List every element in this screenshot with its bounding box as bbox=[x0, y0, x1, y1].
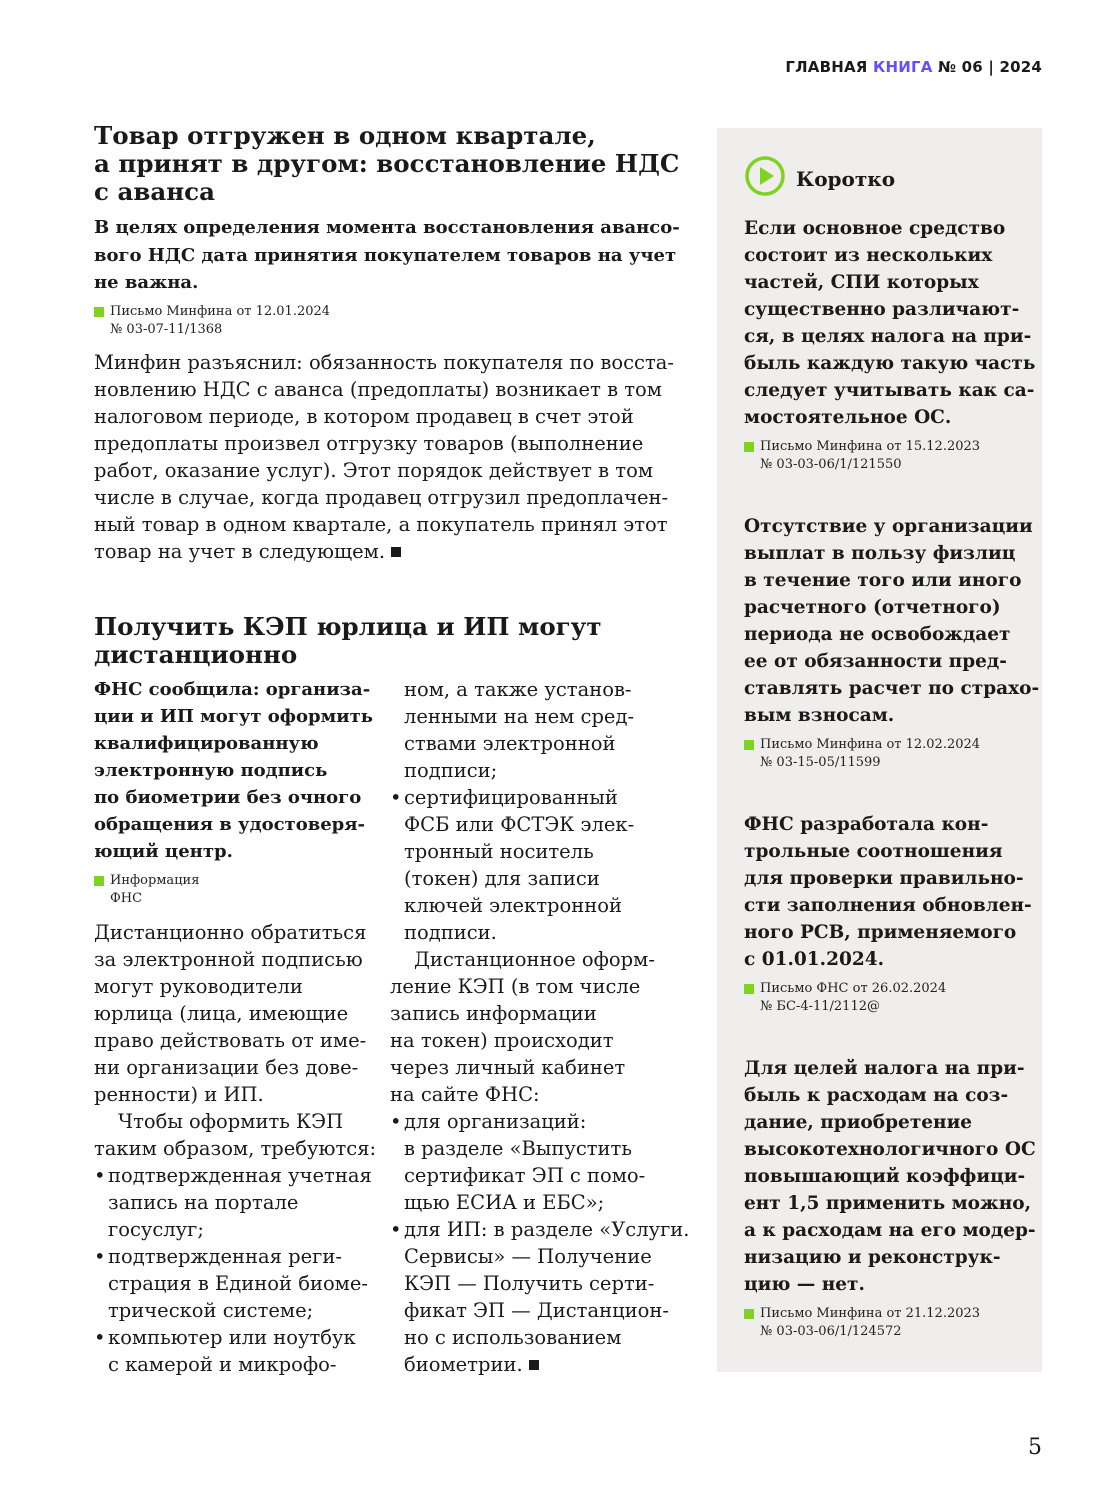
sidebar-item-2-source bbox=[744, 736, 980, 771]
source-marker-icon bbox=[744, 984, 754, 994]
article1-lead bbox=[94, 214, 680, 297]
body-line: • для организаций: bbox=[404, 1110, 587, 1133]
body-line-last bbox=[94, 538, 674, 565]
body-line: трической системе; bbox=[108, 1299, 314, 1322]
article2-lead bbox=[94, 676, 373, 865]
source-line: Письмо Минфина от 15.12.2023 bbox=[760, 439, 981, 454]
body-line: Дистанционное оформ- bbox=[414, 948, 655, 971]
body-line: подписи. bbox=[404, 921, 497, 944]
body-line: щью ЕСИА и ЕБС»; bbox=[404, 1191, 605, 1214]
body-line: ление КЭП (в том числе bbox=[390, 975, 641, 998]
body-line: через личный кабинет bbox=[390, 1056, 626, 1079]
list-item-continuation bbox=[390, 676, 689, 784]
sidebar-line: повышающий коэффици- bbox=[744, 1166, 1026, 1187]
list-item bbox=[390, 784, 689, 946]
issue-number: № 06 | 2024 bbox=[937, 58, 1042, 76]
sidebar-item-4 bbox=[744, 1055, 1036, 1298]
sidebar-line: состоит из нескольких bbox=[744, 245, 993, 266]
sidebar-line: периода не освобождает bbox=[744, 624, 1011, 645]
sidebar-header bbox=[744, 155, 895, 202]
sidebar-line: высокотехнологичного ОС bbox=[744, 1139, 1036, 1160]
brand-name-part2: КНИГА bbox=[873, 58, 933, 76]
sidebar-item-3-source bbox=[744, 980, 946, 1015]
body-line: биометрии. bbox=[404, 1353, 523, 1376]
sidebar-line: Отсутствие у организации bbox=[744, 516, 1033, 537]
sidebar-item-3 bbox=[744, 811, 1032, 973]
body-line: • подтвержденная учетная bbox=[108, 1164, 372, 1187]
body-line: но с использованием bbox=[404, 1326, 622, 1349]
body-line: • сертифицированный bbox=[404, 786, 618, 809]
sidebar-line: быль каждую такую часть bbox=[744, 353, 1036, 374]
article2-source bbox=[94, 872, 199, 907]
sidebar-line: ся, в целях налога на при- bbox=[744, 326, 1032, 347]
body-line: ный товар в одном квартале, а покупатель принял этот bbox=[94, 513, 668, 536]
sidebar-line: существенно различают- bbox=[744, 299, 1020, 320]
body-line: • для ИП: в разделе «Услуги. bbox=[404, 1218, 690, 1241]
body-line: новлению НДС с аванса (предоплаты) возникает в том bbox=[94, 378, 662, 401]
lead-line: В целях определения момента восстановления авансо- bbox=[94, 217, 680, 238]
sidebar-line: Если основное средство bbox=[744, 218, 1006, 239]
article1-title bbox=[94, 122, 679, 206]
body-line: сертификат ЭП с помо- bbox=[404, 1164, 646, 1187]
body-line: ленными на нем сред- bbox=[404, 705, 635, 728]
sidebar-line: Для целей налога на при- bbox=[744, 1058, 1025, 1079]
body-line: Минфин разъяснил: обязанность покупателя по восста- bbox=[94, 351, 674, 374]
body-line: КЭП — Получить серти- bbox=[404, 1272, 655, 1295]
lead-line: ющий центр. bbox=[94, 841, 233, 862]
body-line: Чтобы оформить КЭП bbox=[118, 1110, 344, 1133]
sidebar-line: дание, приобретение bbox=[744, 1112, 973, 1133]
lead-line: электронную подпись bbox=[94, 760, 328, 781]
body-line: страция в Единой биоме- bbox=[108, 1272, 368, 1295]
sidebar-line: ного РСВ, применяемого bbox=[744, 922, 1017, 943]
sidebar-item-1-source bbox=[744, 438, 980, 473]
body-line: ключей электронной bbox=[404, 894, 622, 917]
lead-line: вого НДС дата принятия покупателем товаров на учет bbox=[94, 244, 677, 266]
sidebar-item-4-source bbox=[744, 1305, 980, 1340]
sidebar-line: выплат в пользу физлиц bbox=[744, 543, 1016, 564]
body-line: запись информации bbox=[390, 1002, 597, 1025]
title-line: а принят в другом: восстановление НДС bbox=[94, 149, 680, 178]
sidebar-line: с 01.01.2024. bbox=[744, 949, 885, 970]
body-line-last bbox=[404, 1351, 689, 1378]
sidebar-line: вым взносам. bbox=[744, 705, 895, 726]
page-number: 5 bbox=[1028, 1435, 1042, 1460]
source-line: Письмо Минфина от 12.02.2024 bbox=[760, 737, 981, 752]
body-line: ном, а также установ- bbox=[404, 678, 632, 701]
source-line: Письмо Минфина от 12.01.2024 bbox=[110, 304, 331, 319]
sidebar-line: быль к расходам на соз- bbox=[744, 1085, 1009, 1106]
source-line: Информация bbox=[110, 873, 200, 888]
source-line: Письмо ФНС от 26.02.2024 bbox=[760, 981, 947, 996]
source-line: № 03-03-06/1/121550 bbox=[760, 456, 902, 472]
sidebar-line: частей, СПИ которых bbox=[744, 272, 979, 293]
lead-line: не важна. bbox=[94, 272, 199, 293]
body-line: товар на учет в следующем. bbox=[94, 540, 386, 563]
sidebar-line: в течение того или иного bbox=[744, 570, 1022, 591]
title-line: Получить КЭП юрлица и ИП могут bbox=[94, 612, 602, 641]
body-line: таким образом, требуются: bbox=[94, 1137, 377, 1160]
sidebar-line: трольные соотношения bbox=[744, 841, 1003, 862]
body-line: за электронной подписью bbox=[94, 948, 363, 971]
body-line: ствами электронной bbox=[404, 732, 616, 755]
body-line: • компьютер или ноутбук bbox=[108, 1326, 356, 1349]
body-line: • подтвержденная реги- bbox=[108, 1245, 342, 1268]
list-item bbox=[390, 1216, 689, 1378]
body-line: могут руководители bbox=[94, 975, 303, 998]
sidebar-line: расчетного (отчетного) bbox=[744, 597, 1001, 618]
title-line: с аванса bbox=[94, 177, 215, 206]
body-line: на токен) происходит bbox=[390, 1029, 614, 1052]
sidebar-line: ент 1,5 применить можно, bbox=[744, 1193, 1032, 1214]
sidebar-line: низацию и реконструк- bbox=[744, 1247, 1001, 1268]
body-line: предоплаты произвел отгрузку товаров (выполнение bbox=[94, 432, 644, 455]
sidebar-item-2 bbox=[744, 513, 1039, 729]
article1-source bbox=[94, 303, 330, 338]
sidebar-line: для проверки правильно- bbox=[744, 868, 1024, 889]
body-line: запись на портале bbox=[108, 1191, 299, 1214]
title-line: дистанционно bbox=[94, 640, 298, 669]
sidebar-line: ставлять расчет по страхо- bbox=[744, 678, 1040, 699]
brand-name-part1: ГЛАВНАЯ bbox=[785, 58, 868, 76]
lead-line: обращения в удостоверя- bbox=[94, 814, 366, 835]
sidebar-line: сти заполнения обновлен- bbox=[744, 895, 1032, 916]
body-line: числе в случае, когда продавец отгрузил предоплачен- bbox=[94, 486, 669, 509]
title-line: Товар отгружен в одном квартале, bbox=[94, 121, 596, 150]
body-line: (токен) для записи bbox=[404, 867, 600, 890]
body-line: тронный носитель bbox=[404, 840, 594, 863]
lead-line: ции и ИП могут оформить bbox=[94, 706, 373, 727]
list-item bbox=[94, 1162, 376, 1243]
body-line: в разделе «Выпустить bbox=[404, 1137, 632, 1160]
source-line: № 03-15-05/11599 bbox=[760, 754, 881, 770]
body-line: ФСБ или ФСТЭК элек- bbox=[404, 813, 635, 836]
sidebar-title: Коротко bbox=[796, 166, 896, 191]
source-line: № БС-4-11/2112@ bbox=[760, 998, 880, 1014]
body-line: ни организации без дове- bbox=[94, 1056, 359, 1079]
sidebar-line: цию — нет. bbox=[744, 1274, 865, 1295]
article2-column2 bbox=[390, 676, 689, 1378]
body-line: юрлица (лица, имеющие bbox=[94, 1002, 349, 1025]
play-icon bbox=[744, 155, 786, 202]
body-line: Сервисы» — Получение bbox=[404, 1245, 652, 1268]
source-marker-icon bbox=[744, 1309, 754, 1319]
article1-body bbox=[94, 349, 674, 565]
body-line: право действовать от име- bbox=[94, 1029, 367, 1052]
list-item bbox=[94, 1324, 376, 1378]
body-line: налоговом периоде, в котором продавец в счет этой bbox=[94, 405, 634, 428]
body-line: госуслуг; bbox=[108, 1218, 204, 1241]
sidebar-line: следует учитывать как са- bbox=[744, 380, 1035, 401]
source-marker-icon bbox=[94, 307, 104, 317]
source-line: № 03-07-11/1368 bbox=[110, 321, 223, 337]
list-item bbox=[390, 1108, 689, 1216]
source-marker-icon bbox=[744, 442, 754, 452]
sidebar-line: мостоятельное ОС. bbox=[744, 407, 952, 428]
sidebar-line: ее от обязанности пред- bbox=[744, 651, 1007, 672]
source-line: Письмо Минфина от 21.12.2023 bbox=[760, 1306, 981, 1321]
end-mark-icon bbox=[529, 1360, 539, 1370]
body-line: на сайте ФНС: bbox=[390, 1083, 540, 1106]
sidebar-item-1 bbox=[744, 215, 1035, 431]
source-line: ФНС bbox=[110, 890, 143, 906]
body-line: с камерой и микрофо- bbox=[108, 1353, 337, 1376]
source-marker-icon bbox=[94, 876, 104, 886]
article2-title bbox=[94, 613, 602, 669]
body-line: ренности) и ИП. bbox=[94, 1083, 264, 1106]
masthead bbox=[785, 58, 1042, 76]
lead-line: ФНС сообщила: организа- bbox=[94, 679, 371, 700]
sidebar-line: а к расходам на его модер- bbox=[744, 1220, 1036, 1241]
body-line: фикат ЭП — Дистанцион- bbox=[404, 1299, 669, 1322]
article2-column1 bbox=[94, 919, 376, 1378]
body-line: подписи; bbox=[404, 759, 498, 782]
list-item bbox=[94, 1243, 376, 1324]
end-mark-icon bbox=[391, 547, 401, 557]
source-marker-icon bbox=[744, 740, 754, 750]
body-line: Дистанционно обратиться bbox=[94, 921, 367, 944]
lead-line: по биометрии без очного bbox=[94, 787, 362, 808]
sidebar-line: ФНС разработала кон- bbox=[744, 814, 989, 835]
body-line: работ, оказание услуг). Этот порядок действует в том bbox=[94, 459, 653, 482]
lead-line: квалифицированную bbox=[94, 733, 319, 754]
source-line: № 03-03-06/1/124572 bbox=[760, 1323, 902, 1339]
